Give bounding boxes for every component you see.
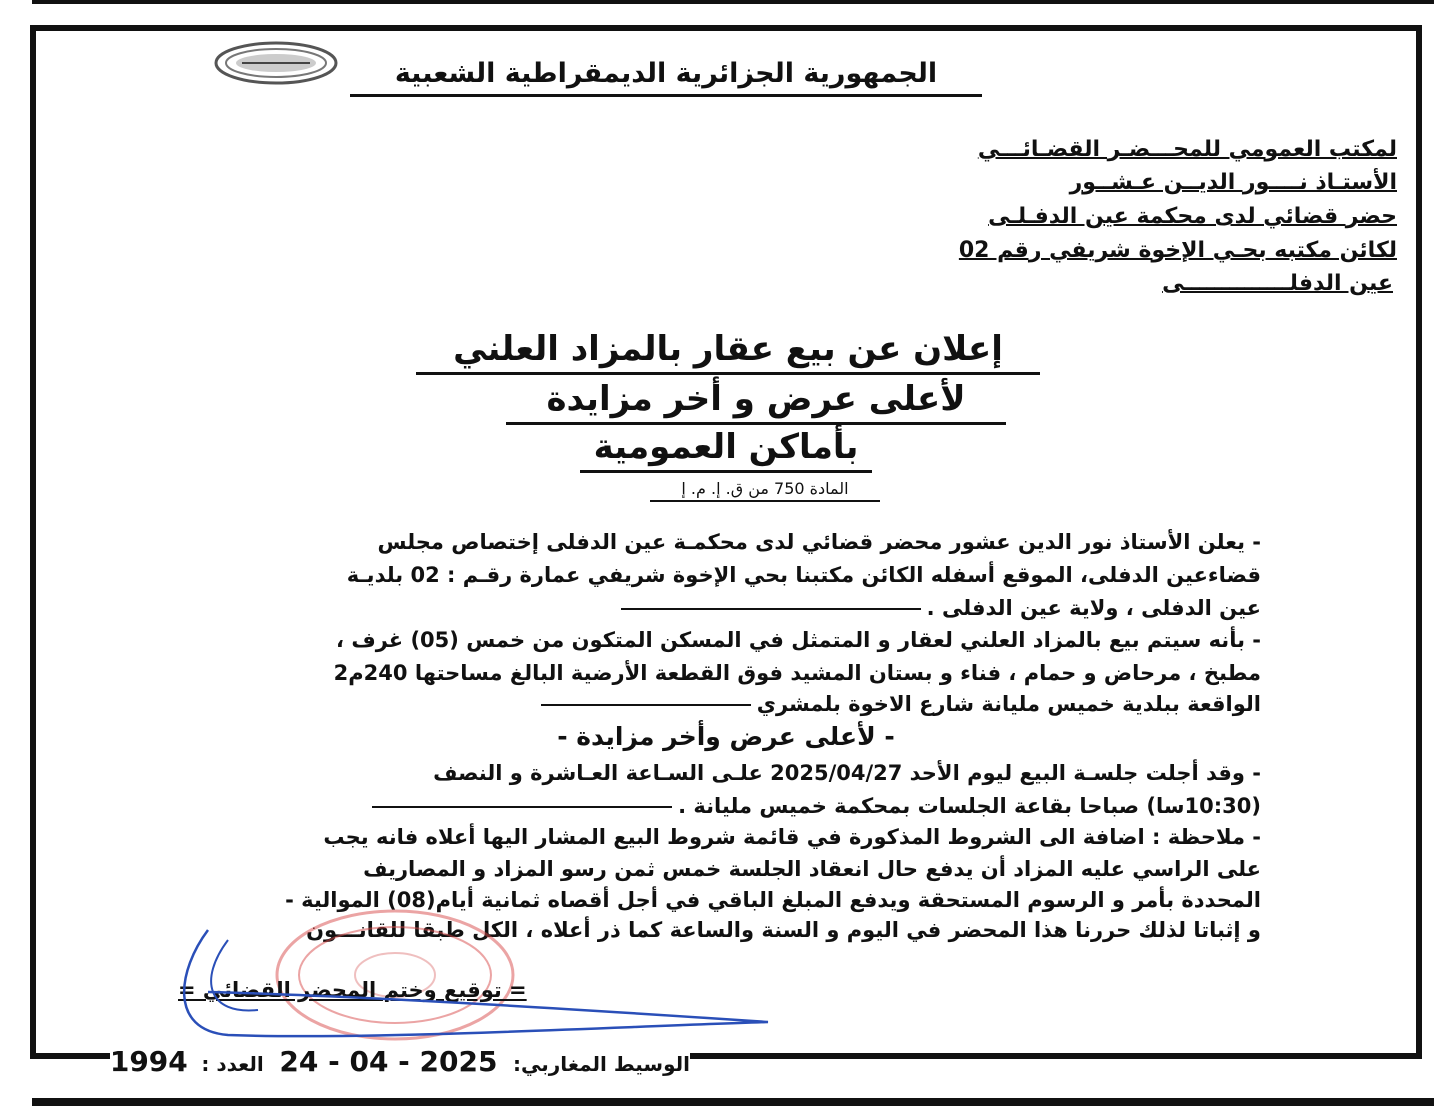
office-line-4: لكائن مكتبه بحـي الإخوة شريفي رقم 02 (958, 238, 1397, 263)
issue-number: 1994 (109, 1045, 188, 1078)
issue-date: 24 - 04 - 2025 (279, 1045, 498, 1078)
signature-line: = توقيع وختم المحضر القضائي = (178, 978, 527, 1002)
footer-masthead (110, 1044, 690, 1080)
body-line-11: المحددة بأمر و الرسوم المستحقة ويدفع المبلغ الباقي في أجل أقصاه ثمانية أيام(08) الموالية - (285, 888, 1261, 912)
office-line-5: عين الدفلــــــــــــــى (1162, 271, 1393, 296)
issue-label: العدد : (201, 1052, 264, 1076)
body-line-7: - وقد أجلت جلسـة البيع ليوم الأحد 2025/04/27 علـى السـاعة العـاشرة و النصف (433, 761, 1261, 785)
title-line-2: لأعلى عرض و أخر مزايدة (506, 376, 1006, 425)
newspaper-name: الوسيط المغاربي: (513, 1052, 690, 1076)
body-line-10: على الراسي عليه المزاد أن يدفع حال انعقاد الجلسة خمس ثمن رسو المزاد و المصاريف (363, 857, 1261, 881)
handwritten-signature-icon (168, 910, 778, 1050)
top-rule (32, 0, 1434, 4)
body-line-8: (10:30سا) صباحا بقاعة الجلسات بمحكمة خميس مليانة . (372, 792, 1261, 820)
office-line-1: لمكتب العمومي للمحـــضـر القضـائـــي (977, 137, 1397, 162)
legal-reference: المادة 750 من ق. إ. م. إ (650, 478, 880, 502)
body-line-5: مطبخ ، مرحاض و حمام ، فناء و بستان المشيد فوق القطعة الأرضية البالغ مساحتها 240م2 (333, 661, 1261, 685)
offer-subtitle: - لأعلى عرض وأخر مزايدة - (557, 722, 895, 751)
body-line-4: - بأنه سيتم بيع بالمزاد العلني لعقار و المتمثل في المسكن المتكون من خمس (05) غرف ، (336, 628, 1261, 652)
office-line-2: الأستـاذ نــــور الديــن عـشــور (1069, 170, 1397, 195)
body-line-6: الواقعة ببلدية خميس مليانة شارع الاخوة بلمشري (541, 690, 1261, 718)
body-line-1: - يعلن الأستاذ نور الدين عشور محضر قضائي لدى محكمـة عين الدفلى إختصاص مجلس (377, 530, 1261, 554)
republic-title: الجمهورية الجزائرية الديمقراطية الشعبية (350, 54, 982, 97)
body-line-9: - ملاحظة : اضافة الى الشروط المذكورة في قائمة شروط البيع المشار اليها أعلاه فانه يجب (323, 825, 1261, 849)
body-line-3: عين الدفلى ، ولاية عين الدفلى . (621, 594, 1261, 622)
title-line-3: بأماكن العمومية (580, 424, 872, 473)
body-line-12: و إثباتا لذلك حررنا هذا المحضر في اليوم و السنة والساعة كما ذر أعلاه ، الكل طبقا للقانـــون (306, 918, 1261, 942)
justice-seal-icon (212, 40, 340, 86)
bottom-rule (32, 1098, 1434, 1106)
title-line-1: إعلان عن بيع عقار بالمزاد العلني (416, 326, 1040, 375)
body-line-2: قضاءعين الدفلى، الموقع أسفله الكائن مكتبنا بحي الإخوة شريفي عمارة رقـم : 02 بلديـة (346, 563, 1261, 587)
office-line-3: حضر قضائي لدى محكمة عين الدفـلـى (988, 204, 1397, 229)
